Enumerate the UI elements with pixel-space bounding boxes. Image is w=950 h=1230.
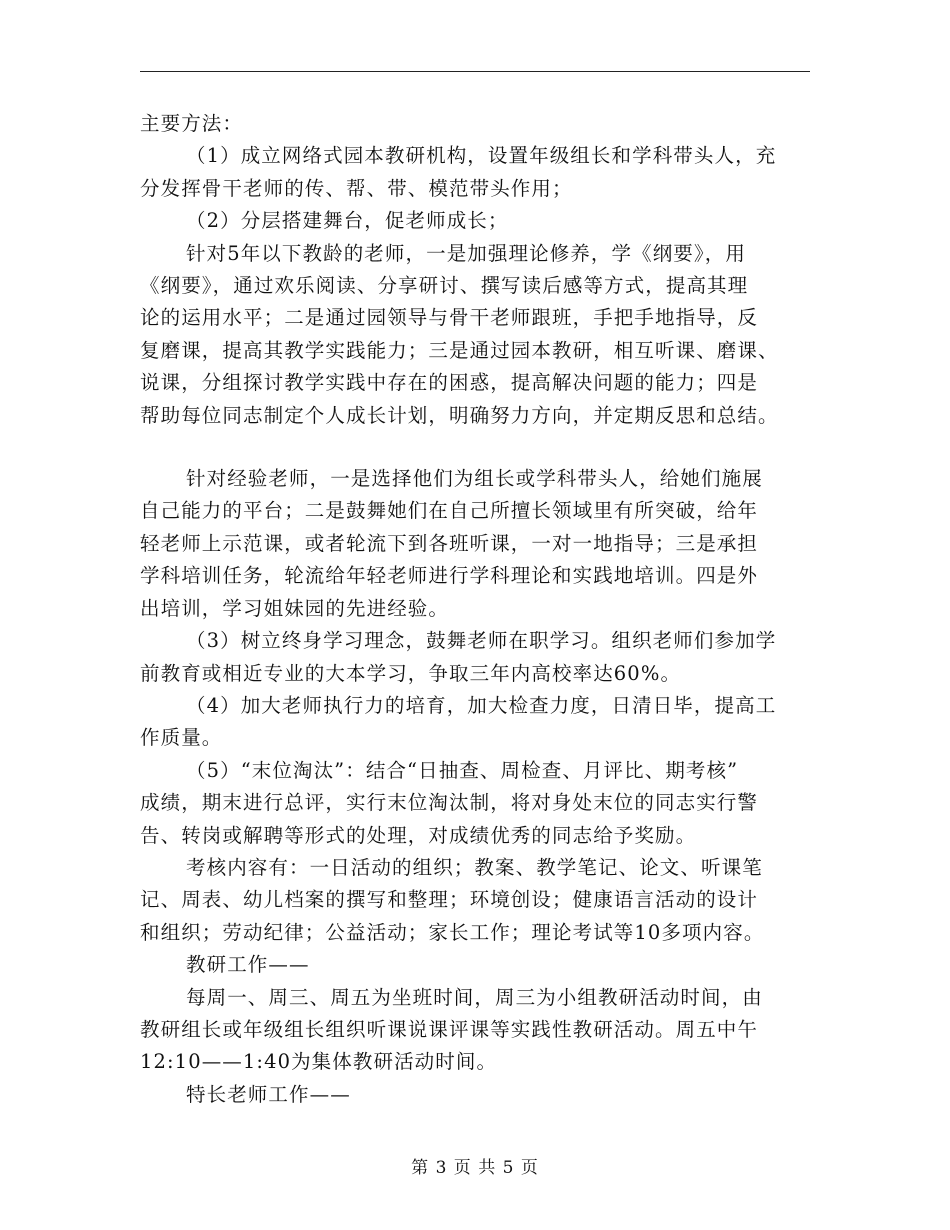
paragraph-line: （5）“末位淘汰”：结合“日抽查、周检查、月评比、期考核” [186,758,739,782]
page-number: 第 3 页 共 5 页 [411,1158,539,1178]
paragraph-gap [140,432,812,463]
paragraph-line: 作质量。 [140,726,223,750]
paragraph-line: 教研组长或年级组长组织听课说课评课等实践性教研活动。周五中午 [140,1017,759,1041]
paragraph-line: 教研工作—— [186,953,310,977]
paragraph-line: 记、周表、幼儿档案的撰写和整理；环境创设；健康语言活动的设计 [140,888,759,912]
paragraph-line: 说课，分组探讨教学实践中存在的困惑，提高解决问题的能力；四是 [140,371,759,395]
paragraph-line: 自己能力的平台；二是鼓舞她们在自己所擅长领域里有所突破，给年 [140,499,759,523]
paragraph-line: 前教育或相近专业的大本学习，争取三年内高校率达60%。 [140,661,682,685]
paragraph-line: 针对5年以下教龄的老师，一是加强理论修养，学《纲要》，用 [186,241,746,265]
paragraph-line: 帮助每位同志制定个人成长计划，明确努力方向，并定期反思和总结。 [140,403,779,427]
paragraph-line: 特长老师工作—— [186,1082,351,1106]
header-divider [140,71,810,72]
paragraph-line: （1）成立网络式园本教研机构，设置年级组长和学科带头人，充 [186,144,777,168]
paragraph-line: 主要方法： [140,112,244,135]
paragraph-line: 针对经验老师，一是选择他们为组长或学科带头人，给她们施展 [186,467,763,491]
paragraph-line: 出培训，学习姐妹园的先进经验。 [140,596,450,620]
paragraph-line: 每周一、周三、周五为坐班时间，周三为小组教研活动时间，由 [186,985,763,1009]
paragraph-line: 12:10——1:40为集体教研活动时间。 [140,1050,498,1074]
paragraph-line: 论的运用水平；二是通过园领导与骨干老师跟班，手把手地指导，反 [140,306,759,330]
paragraph-line: （3）树立终身学习理念，鼓舞老师在职学习。组织老师们参加学 [186,629,777,653]
paragraph-line: 复磨课，提高其教学实践能力；三是通过园本教研，相互听课、磨课、 [140,338,779,362]
paragraph-line: 成绩，期末进行总评，实行末位淘汰制，将对身处末位的同志实行警 [140,791,759,815]
paragraph-line: 学科培训任务，轮流给年轻老师进行学科理论和实践地培训。四是外 [140,564,759,588]
paragraph-line: 《纲要》，通过欢乐阅读、分享研讨、撰写读后感等方式，提高其理 [140,274,749,298]
paragraph-line: （4）加大老师执行力的培育，加大检查力度，日清日毕，提高工 [186,693,777,717]
paragraph-line: 轻老师上示范课，或者轮流下到各班听课，一对一地指导；三是承担 [140,531,759,555]
paragraph-line: 分发挥骨干老师的传、帮、带、模范带头作用； [140,176,573,200]
paragraph-line: 考核内容有：一日活动的组织；教案、教学笔记、论文、听课笔 [186,855,763,879]
paragraph-line: （2）分层搭建舞台，促老师成长； [186,209,509,233]
paragraph-line: 和组织；劳动纪律；公益活动；家长工作；理论考试等10多项内容。 [140,920,765,944]
document-body [140,108,812,1111]
paragraph-line: 告、转岗或解聘等形式的处理，对成绩优秀的同志给予奖励。 [140,823,697,847]
